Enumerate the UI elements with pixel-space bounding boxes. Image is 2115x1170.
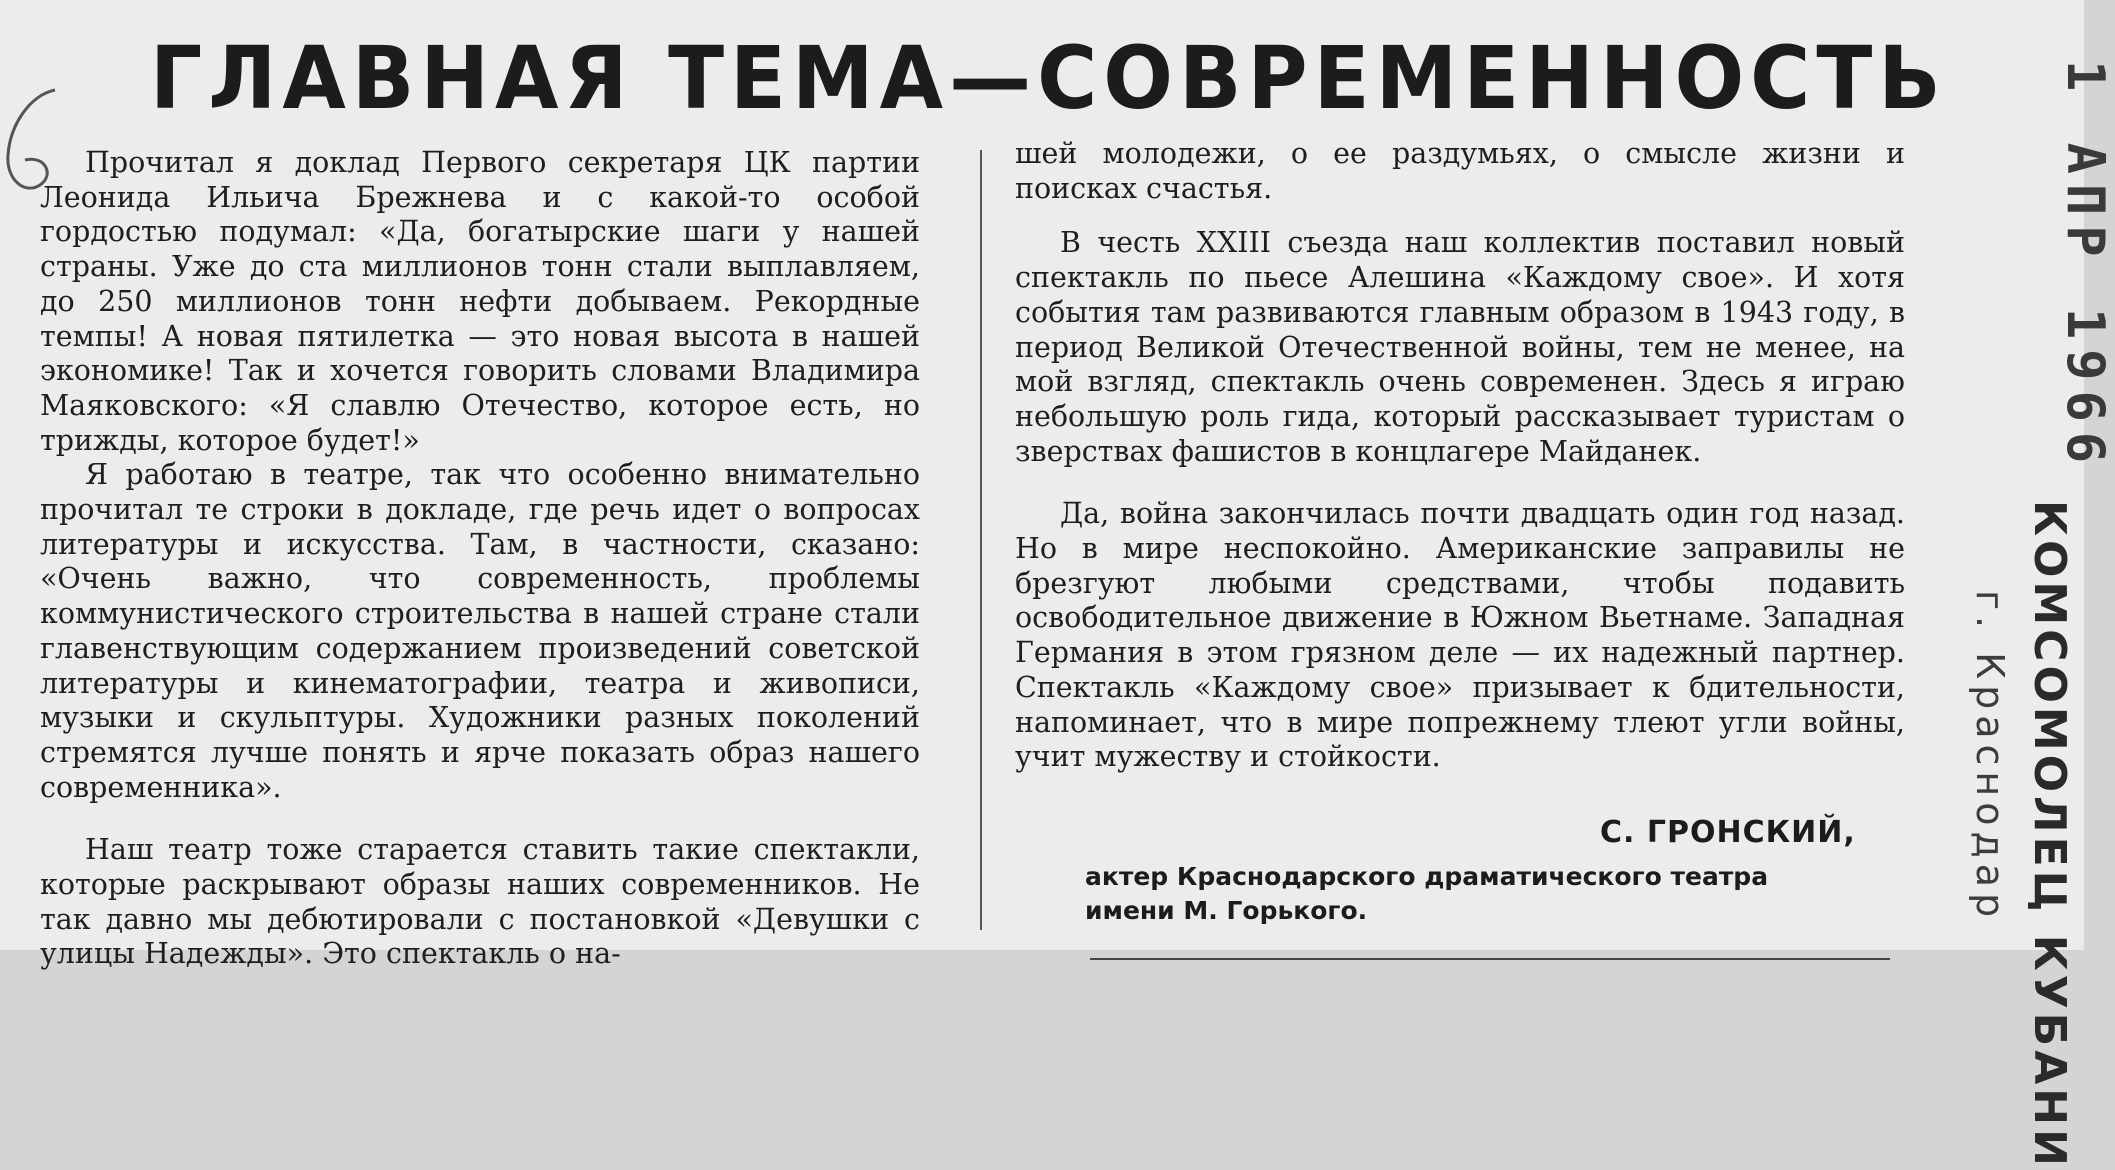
paragraph-2: Я работаю в театре, так что особенно внимательно прочитал те строки в докладе, где речь идет о вопросах литературы и искусства. Там, в частности, сказано: «Очень важно, что современность, проблемы коммунистического строительства в нашей стране стали главенствующим содержанием произведений советской литературы и кинематографии, театра и живописи, музыки и скульптуры. Художники разных поколений стремятся лучше понять и ярче показать образ нашего современника». (40, 458, 920, 804)
paragraph-3: Наш театр тоже старается ставить такие спектакли, которые раскрывают образы наших современников. Не так давно мы дебютировали с постановкой «Девушки с улицы Надежды». Это спектакль о на- (40, 833, 920, 971)
paragraph-1: Прочитал я доклад Первого секретаря ЦК партии Леонида Ильича Брежнева и с какой-то особой гордостью подумал: «Да, богатырские шаги у нашей страны. Уже до ста миллионов тонн стали выплавляем, до 250 миллионов тонн нефти добываем. Рекордные темпы! А новая пятилетка — это новая высота в нашей экономике! Так и хочется говорить словами Владимира Маяковского: «Я славлю Отечество, которое есть, но трижды, которое будет!» (40, 146, 920, 457)
column-divider (980, 150, 982, 930)
paragraph-6: Да, война закончилась почти двадцать один год назад. Но в мире неспокойно. Американские заправилы не брезгуют любыми средствами, чтобы подавить освободительное движение в Южном Вьетнаме. Западная Германия в этом грязном деле — их надежный партнер. Спектакль «Каждому свое» призывает к бдительности, напоминает, что в мире попрежнему тлеют угли войны, учит мужеству и стойкости. (1015, 497, 1905, 774)
stamp-date: 1 АПР 1966 (2055, 60, 2115, 474)
bottom-rule (1090, 958, 1890, 960)
stamp-newspaper: КОМСОМОЛЕЦ КУБАНИ (2024, 500, 2075, 1170)
author-credit (1085, 860, 1768, 928)
right-column (1015, 137, 1905, 775)
paragraph-5: В честь XXIII съезда наш коллектив поставил новый спектакль по пьесе Алешина «Каждому свое». И хотя события там развиваются главным образом в 1943 году, в период Великой Отечественной войны, тем не менее, на мой взгляд, спектакль очень современен. Здесь я играю небольшую роль гида, который рассказывает туристам о зверствах фашистов в концлагере Майданек. (1015, 226, 1905, 468)
article-headline: ГЛАВНАЯ ТЕМА—СОВРЕМЕННОСТЬ (150, 29, 1947, 130)
stamp-city: г. Краснодар (1968, 590, 2012, 924)
credit-line-2: имени М. Горького. (1085, 896, 1368, 925)
paragraph-4: шей молодежи, о ее раздумьях, о смысле жизни и поисках счастья. (1015, 137, 1905, 205)
credit-line-1: актер Краснодарского драматического театра (1085, 862, 1769, 891)
left-column (40, 146, 920, 972)
author-signature: С. ГРОНСКИЙ, (1600, 815, 1856, 850)
